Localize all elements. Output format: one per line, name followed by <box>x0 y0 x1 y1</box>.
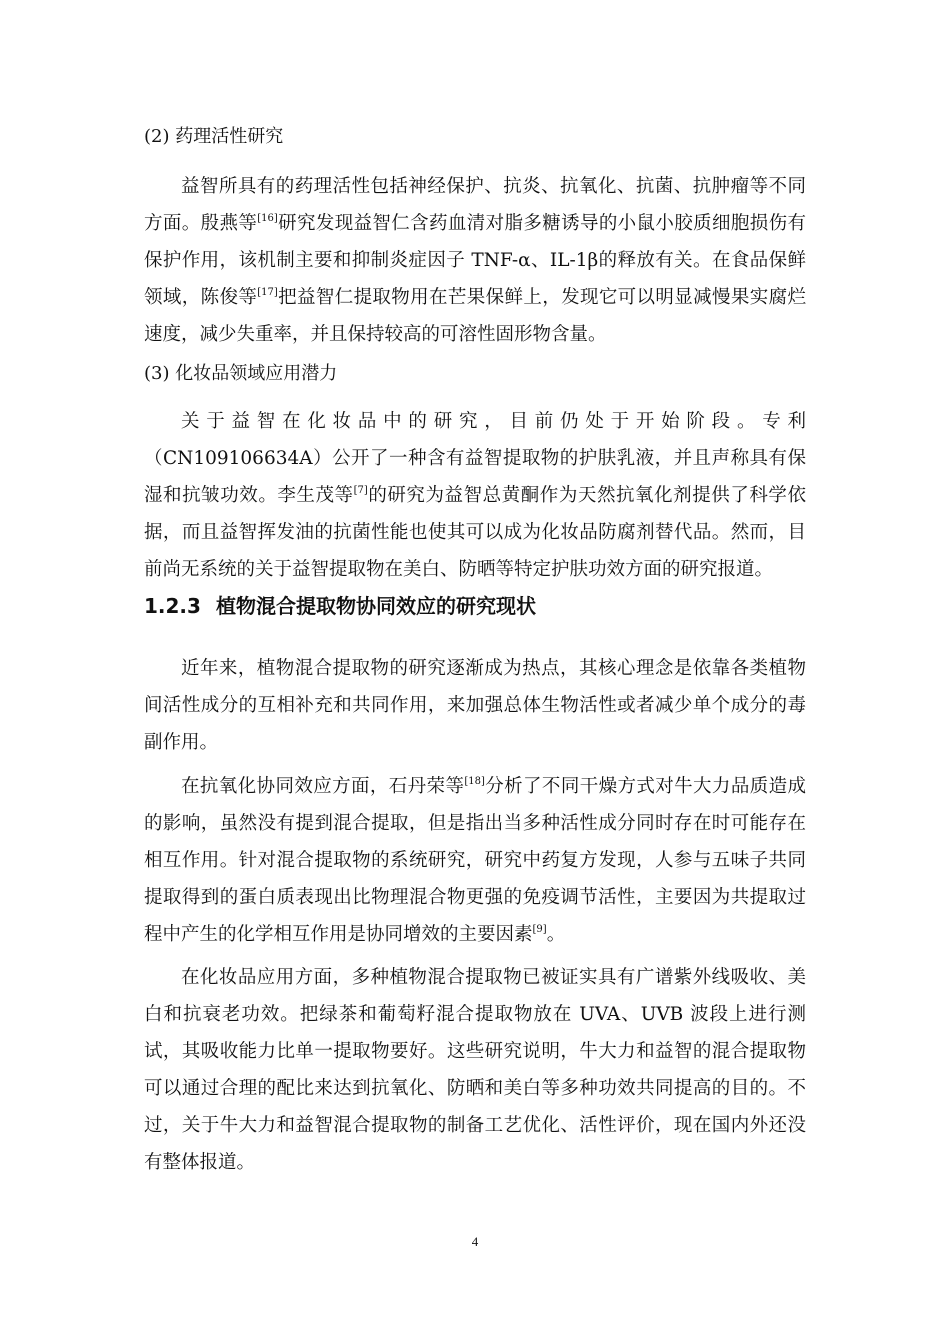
text-run: 在化妆品应用方面，多种植物混合提取物已被证实具有广谱紫外线吸收、美白和抗衰老功效。把绿茶和葡萄籽混合提取物放在 UVA、UVB 波段上进行测试，其吸收能力比单一提取物要好。这些研究说明，牛大力和益智的混合提取物可以通过合理的配比来达到抗氧化、防晒和美白等多种功效共同提高的目的。不过，关于牛大力和益智混合提取物的制备工艺优化、活性评价，现在国内外还没有整体报道。 <box>144 967 806 1173</box>
page-number: 4 <box>471 1234 479 1249</box>
text-run: 在抗氧化协同效应方面，石丹荣等 <box>181 776 465 797</box>
paragraph-cosmetic-application <box>144 959 806 1181</box>
paragraph-cosmetics <box>144 403 806 588</box>
citation-ref: [9] <box>532 924 547 935</box>
text-run: 把益智仁提取物用在芒果保鲜上，发现它可以明显减慢果实腐烂速度，减少失重率，并且保持较高的可溶性固形物含量。 <box>144 287 806 345</box>
paragraph-mixed-extracts-intro <box>144 650 806 761</box>
subsection-heading-pharmacology: (2) 药理活性研究 <box>144 126 284 147</box>
text-run: 关于益智在化妆品中的研究，目前仍处于开始阶段。专利（CN109106634A）公开了一种含有益智提取物的护肤乳液，并且声称具有保湿和抗皱功效。李生茂等 <box>144 411 806 506</box>
paragraph-antioxidant-synergy <box>144 768 806 953</box>
text-run: 研究发现益智仁含药血清对脂多糖诱导的小鼠小胶质细胞损伤有保护作用，该机制主要和抑制炎症因子 TNF-α、IL-1β的释放有关。在食品保鲜领域，陈俊等 <box>144 213 806 308</box>
paragraph-pharmacology <box>144 168 806 353</box>
citation-ref: [17] <box>257 287 278 298</box>
text-run: 。 <box>546 924 566 945</box>
text-run: 益智所具有的药理活性包括神经保护、抗炎、抗氧化、抗菌、抗肿瘤等不同方面。殷燕等 <box>144 176 806 234</box>
text-run: 的研究为益智总黄酮作为天然抗氧化剂提供了科学依据，而且益智挥发油的抗菌性能也使其可以成为化妆品防腐剂替代品。然而，目前尚无系统的关于益智提取物在美白、防晒等特定护肤功效方面的研究报道。 <box>144 485 806 580</box>
section-title: 植物混合提取物协同效应的研究现状 <box>216 594 536 618</box>
section-number: 1.2.3 <box>144 594 201 618</box>
text-run: 分析了不同干燥方式对牛大力品质造成的影响，虽然没有提到混合提取，但是指出当多种活性成分同时存在时可能存在相互作用。针对混合提取物的系统研究，研究中药复方发现，人参与五味子共同提取得到的蛋白质表现出比物理混合物更强的免疫调节活性，主要因为共提取过程中产生的化学相互作用是协同增效的主要因素 <box>144 776 806 945</box>
citation-ref: [16] <box>257 213 278 224</box>
subsection-heading-cosmetics: (3) 化妆品领域应用潜力 <box>144 363 338 384</box>
citation-ref: [18] <box>464 776 485 787</box>
text-run: 近年来，植物混合提取物的研究逐渐成为热点，其核心理念是依靠各类植物间活性成分的互相补充和共同作用，来加强总体生物活性或者减少单个成分的毒副作用。 <box>144 658 806 753</box>
section-heading-1-2-3 <box>144 591 536 621</box>
citation-ref: [7] <box>353 485 368 496</box>
